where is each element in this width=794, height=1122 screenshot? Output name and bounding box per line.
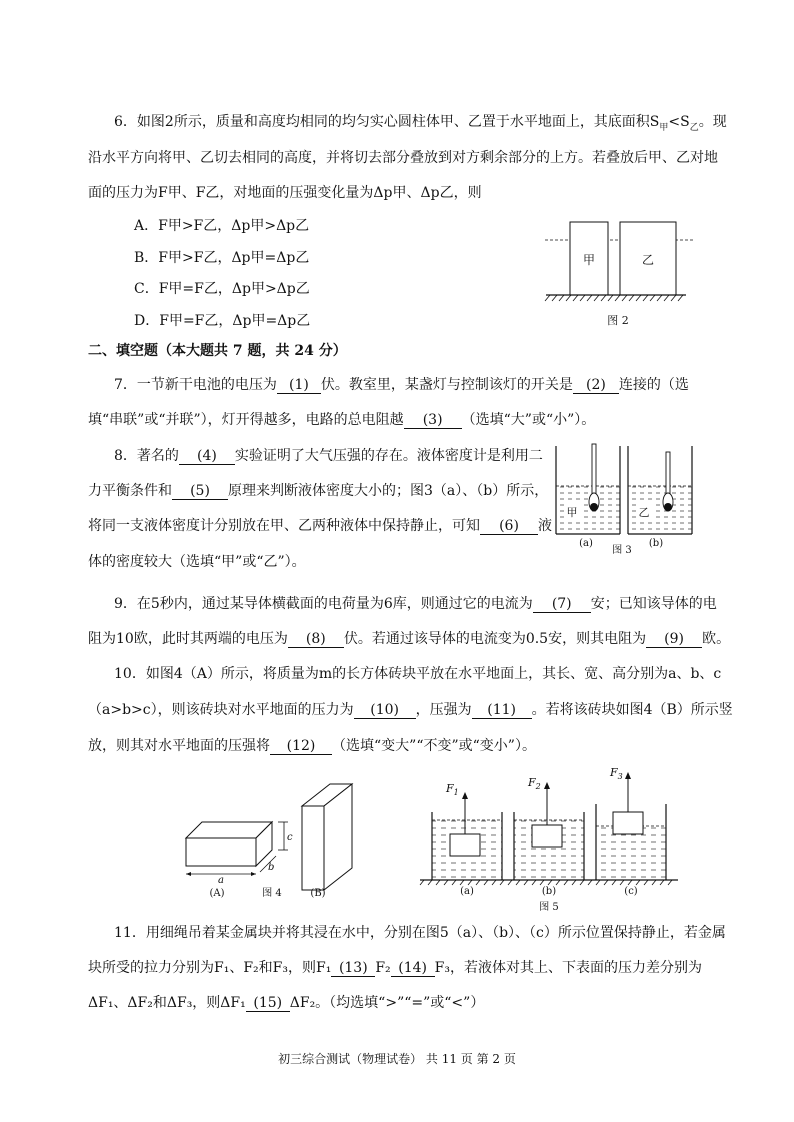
container-b — [514, 782, 584, 880]
fig3-label-jia: 甲 — [566, 506, 578, 519]
q8-line3: 将同一支液体密度计分别放在甲、乙两种液体中保持静止，可知 (6) 液 — [88, 518, 552, 534]
blank-11[interactable]: (11) — [472, 702, 532, 719]
q10-line1: 10．如图4（A）所示，将质量为m的长方体砖块平放在水平地面上，其长、宽、高分别为a、b、c — [114, 666, 722, 682]
fig5-label-c: (c) — [624, 886, 638, 897]
ground-hatch — [545, 295, 683, 301]
hydrometer-a — [589, 444, 599, 511]
figure-4 — [172, 780, 362, 900]
section-2-title: 二、填空题（本大题共 7 题，共 24 分） — [88, 343, 347, 359]
page-footer: 初三综合测试（物理试卷） 共 11 页 第 2 页 — [278, 1052, 516, 1066]
q9-line1: 9．在5秒内，通过某导体横截面的电荷量为6库，则通过它的电流为 (7) 安；已知该导体的电 — [114, 596, 717, 612]
container-a — [432, 792, 502, 880]
q6-line1: 6．如图2所示，质量和高度均相同的均匀实心圆柱体甲、乙置于水平地面上，其底面积$S_甲<S_乙$。现 — [114, 114, 727, 133]
fig4-label-c: c — [287, 832, 293, 843]
blank-13[interactable]: (13) — [331, 960, 375, 977]
q10-line3: 放，则其对水平地面的压强将 (12) （选填“变大”“不变”或“变小”）。 — [88, 738, 536, 754]
q8-line4: 体的密度较大（选填“甲”或“乙”）。 — [88, 554, 306, 570]
fig2-caption: 图 2 — [607, 314, 629, 327]
q6-option-a: A．F甲>F乙，Δp甲>Δp乙 — [134, 218, 310, 234]
fig4-label-B: (B) — [310, 888, 326, 899]
blank-4[interactable]: (4) — [179, 448, 235, 465]
fig5-caption: 图 5 — [539, 902, 559, 913]
blank-12[interactable]: (12) — [270, 738, 332, 755]
figure-3 — [552, 442, 697, 554]
blank-10[interactable]: (10) — [354, 702, 416, 719]
figure-2 — [540, 215, 700, 330]
q11-line2: 块所受的拉力分别为F₁、F₂和F₃，则F₁ (13) F₂ (14) F₃，若液体对其上、下表面的压力差分别为 — [88, 960, 702, 976]
fig4-label-b: b — [268, 862, 275, 873]
fig5-label-a: (a) — [460, 886, 474, 897]
hydrometer-b — [663, 452, 673, 511]
blank-6[interactable]: (6) — [480, 518, 538, 535]
blank-1[interactable]: (1) — [277, 377, 321, 394]
q11-line3: ΔF₁、ΔF₂和ΔF₃，则ΔF₁ (15) ΔF₂。（均选填“>”“=”或“<”） — [88, 995, 485, 1011]
blank-8[interactable]: (8) — [288, 631, 344, 648]
blank-14[interactable]: (14) — [391, 960, 435, 977]
fig3-label-yi: 乙 — [638, 506, 650, 519]
brick-B — [302, 784, 352, 890]
q7-line2: 填“串联”或“并联”），灯开得越多，电路的总电阻越 (3) （选填“大”或“小”）。 — [88, 412, 596, 428]
q9-line2: 阻为10欧，此时其两端的电压为 (8) 伏。若通过该导体的电流变为0.5安，则其电阻为 (9) 欧。 — [88, 631, 731, 647]
blank-5[interactable]: (5) — [172, 483, 228, 500]
figure-5 — [420, 762, 680, 912]
container-c — [596, 772, 666, 880]
brick-A — [186, 822, 272, 866]
q10-line2: （a>b>c），则该砖块对水平地面的压力为 (10) ，压强为 (11) 。若将该砖块如图4（B）所示竖 — [88, 702, 733, 718]
blank-9[interactable]: (9) — [646, 631, 702, 648]
fig4-caption: 图 4 — [262, 888, 282, 899]
q11-line1: 11．用细绳吊着某金属块并将其浸在水中，分别在图5（a）、（b）、（c）所示位置保持静止，若金属 — [114, 925, 726, 941]
q6-option-d: D．F甲=F乙，Δp甲=Δp乙 — [134, 313, 311, 329]
fig2-label-yi: 乙 — [641, 253, 655, 267]
fig3-label-b: (b) — [648, 538, 664, 549]
blank-3[interactable]: (3) — [404, 412, 462, 429]
blank-2[interactable]: (2) — [573, 377, 619, 394]
fig5-F2: $F_2$ — [528, 776, 541, 791]
q8-line2: 力平衡条件和 (5) 原理来判断液体密度大小的；图3（a）、（b）所示， — [88, 483, 549, 499]
fig5-hatch — [420, 880, 672, 885]
blank-15[interactable]: (15) — [246, 995, 290, 1012]
q6-line3: 面的压力为F甲、F乙，对地面的压强变化量为Δp甲、Δp乙，则 — [88, 185, 482, 201]
fig3-label-a: (a) — [579, 538, 593, 549]
fig3-caption: 图 3 — [612, 545, 632, 556]
q6-line2: 沿水平方向将甲、乙切去相同的高度，并将切去部分叠放到对方剩余部分的上方。若叠放后甲、乙对地 — [88, 150, 718, 166]
q6-option-b: B．F甲>F乙，Δp甲=Δp乙 — [134, 250, 310, 266]
fig4-label-a: a — [218, 875, 224, 886]
fig5-F3: $F_3$ — [610, 766, 623, 781]
q8-line1: 8．著名的 (4) 实验证明了大气压强的存在。液体密度计是利用二 — [114, 448, 543, 464]
blank-7[interactable]: (7) — [533, 596, 591, 613]
beaker-a — [556, 446, 620, 534]
fig4-label-A: (A) — [209, 888, 225, 899]
fig5-label-b: (b) — [541, 886, 557, 897]
fig5-F1: $F_1$ — [446, 782, 459, 797]
q7-line1: 7．一节新干电池的电压为 (1) 伏。教室里，某盏灯与控制该灯的开关是 (2) 连接的（选 — [114, 377, 689, 393]
fig2-label-jia: 甲 — [582, 253, 596, 267]
q6-option-c: C．F甲=F乙，Δp甲>Δp乙 — [134, 281, 310, 297]
